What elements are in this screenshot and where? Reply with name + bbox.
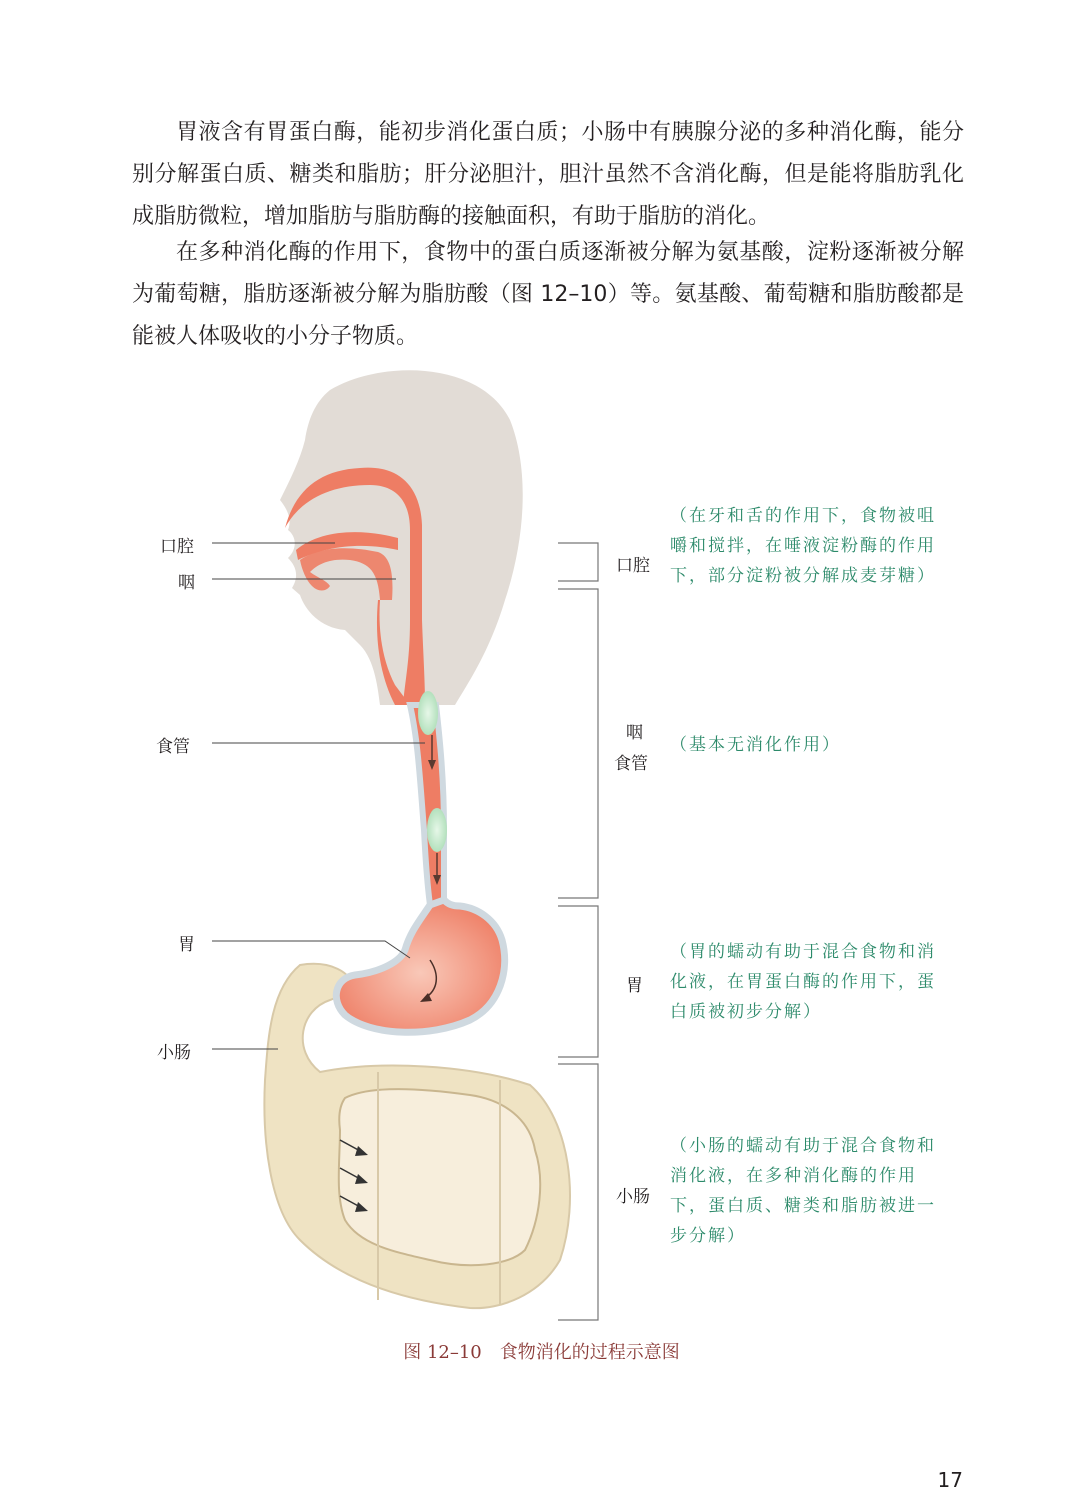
label-mouth: 口腔 <box>160 537 194 557</box>
note-stomach: （胃的蠕动有助于混合食物和消化液，在胃蛋白酶的作用下，蛋白质被初步分解） <box>670 942 936 1022</box>
label-small-intestine: 小肠 <box>157 1043 191 1063</box>
stage-label-small-intestine: 小肠 <box>616 1187 650 1207</box>
bracket-mouth <box>558 543 598 581</box>
paragraph-1: 胃液含有胃蛋白酶，能初步消化蛋白质；小肠中有胰腺分泌的多种消化酶，能分别分解蛋白质、糖类和脂肪；肝分泌胆汁，胆汁虽然不含消化酶，但是能将脂肪乳化成脂肪微粒，增加脂肪与脂肪酶的接触面积，有助于脂肪的消化。 <box>132 120 964 229</box>
stomach-shape <box>336 900 504 1032</box>
bracket-pharynx-esophagus <box>558 589 598 898</box>
figure-caption: 图 12–10 食物消化的过程示意图 <box>403 1342 680 1363</box>
food-bolus-2 <box>427 808 447 852</box>
stage-label-mouth: 口腔 <box>616 556 650 576</box>
head-silhouette <box>280 370 523 705</box>
intestine-inner <box>339 1089 540 1265</box>
label-pharynx: 咽 <box>178 573 195 593</box>
label-stomach: 胃 <box>178 935 195 955</box>
label-esophagus: 食管 <box>156 737 190 757</box>
bracket-stomach <box>558 906 598 1057</box>
paragraph-2: 在多种消化酶的作用下，食物中的蛋白质逐渐被分解为氨基酸，淀粉逐渐被分解为葡萄糖，脂肪逐渐被分解为脂肪酸（图 12–10）等。氨基酸、葡萄糖和脂肪酸都是能被人体吸收的小分子物质。 <box>132 240 964 349</box>
note-mouth: （在牙和舌的作用下，食物被咀嚼和搅拌，在唾液淀粉酶的作用下，部分淀粉被分解成麦芽糖） <box>670 506 936 586</box>
stage-label-pharynx: 咽 <box>626 723 643 743</box>
note-pharynx-esophagus: （基本无消化作用） <box>670 735 841 755</box>
stage-label-esophagus: 食管 <box>614 754 648 774</box>
page-number: 17 <box>937 1468 963 1492</box>
leader-stomach <box>212 941 410 958</box>
digestion-figure <box>0 360 1083 1340</box>
stage-label-stomach: 胃 <box>626 976 643 996</box>
food-bolus-1 <box>418 691 438 735</box>
note-small-intestine: （小肠的蠕动有助于混合食物和消化液，在多种消化酶的作用下，蛋白质、糖类和脂肪被进一步分解） <box>670 1136 936 1246</box>
